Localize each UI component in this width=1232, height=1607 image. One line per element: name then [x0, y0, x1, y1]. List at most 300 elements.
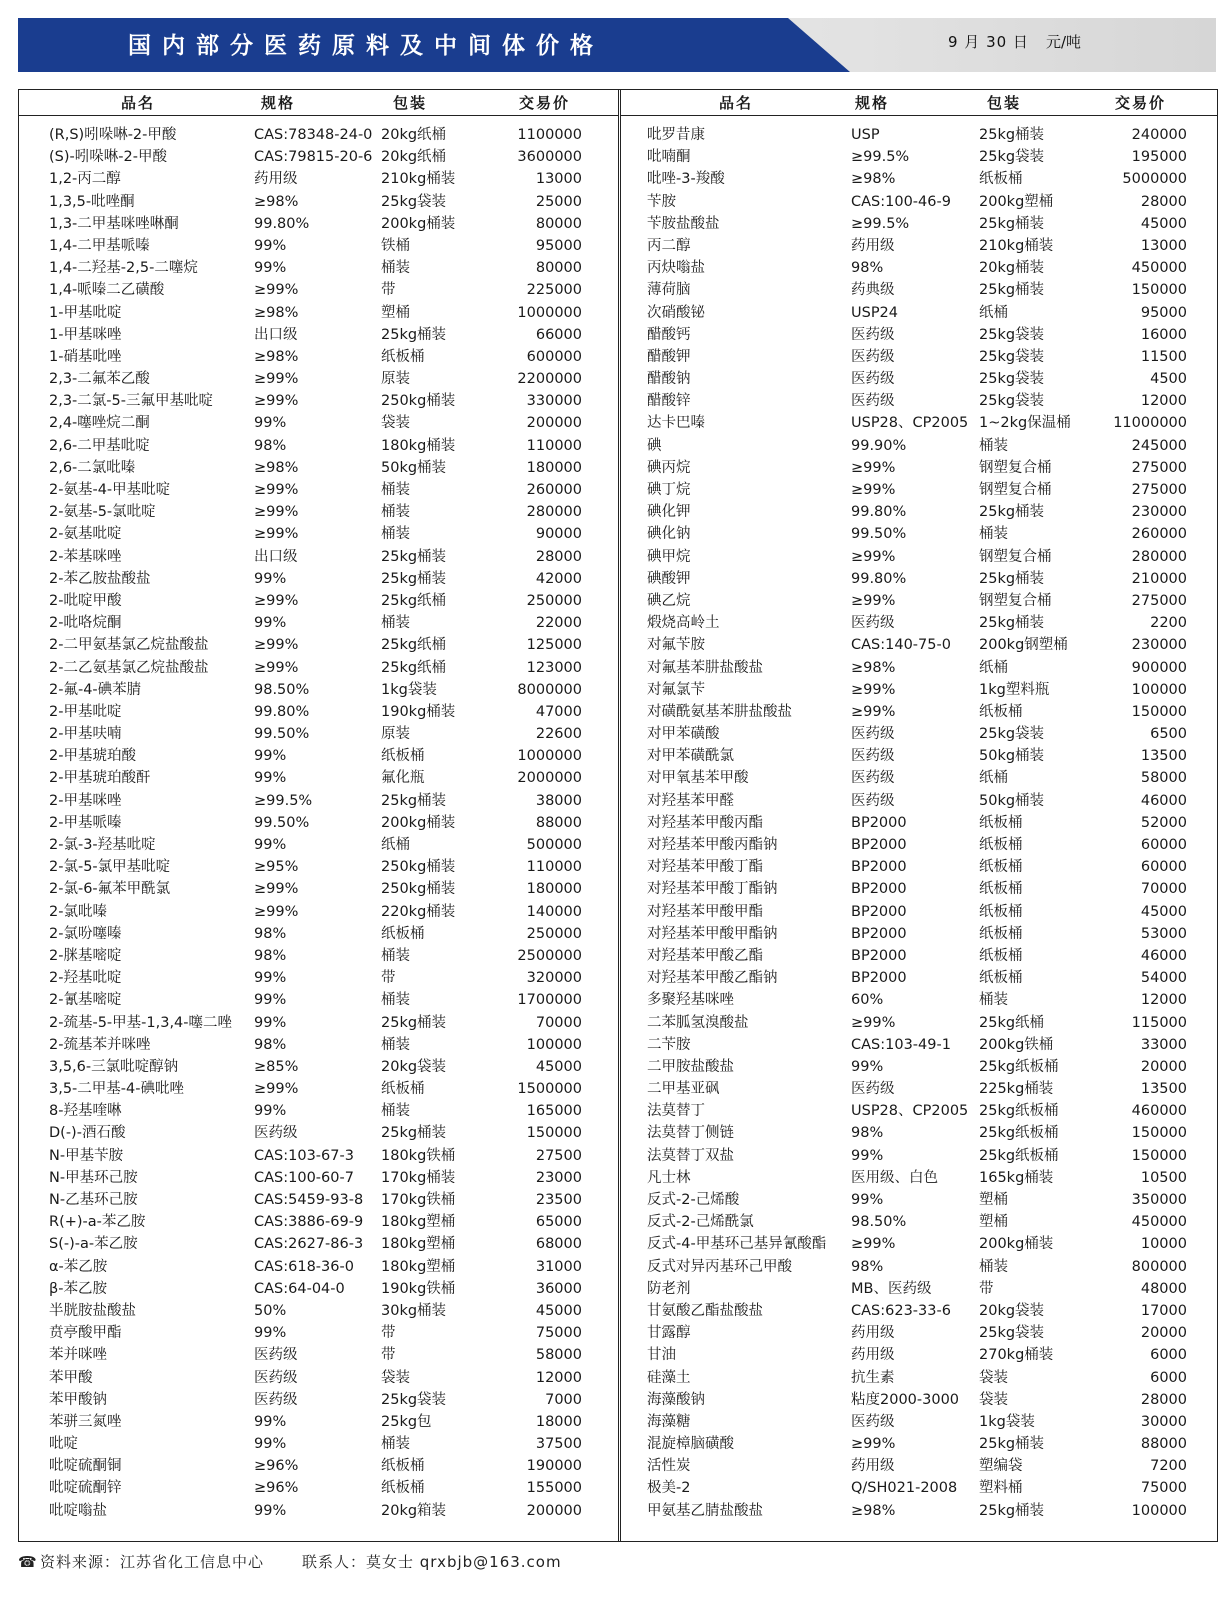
- table-row: [19, 612, 618, 634]
- row-pack: 25kg纸板桶: [979, 1103, 1059, 1120]
- row-pack: 桶装: [381, 1103, 410, 1120]
- row-name: 苯骈三氮唑: [49, 1413, 122, 1430]
- row-spec: ≥98%: [254, 459, 299, 476]
- row-pack: 50kg桶装: [381, 459, 447, 476]
- row-price: 900000: [1131, 659, 1187, 676]
- row-name: 2-氨基-4-甲基吡啶: [49, 482, 171, 498]
- table-row: [621, 1100, 1217, 1122]
- table-row: [621, 1433, 1217, 1455]
- row-spec: CAS:79815-20-6: [254, 149, 373, 166]
- table-row: [621, 390, 1217, 412]
- row-spec: 98%: [254, 437, 287, 454]
- table-row: [19, 457, 618, 479]
- row-name: 1,4-二羟基-2,5-二噻烷: [49, 260, 198, 277]
- row-pack: 25kg桶装: [979, 1502, 1045, 1519]
- row-price: 28000: [535, 548, 582, 565]
- row-spec: ≥99%: [851, 1014, 896, 1031]
- row-spec: 99%: [254, 748, 287, 765]
- table-row: [621, 279, 1217, 301]
- table-row: [621, 568, 1217, 590]
- row-spec: CAS:3886-69-9: [254, 1214, 364, 1231]
- row-pack: 带: [381, 282, 396, 299]
- row-pack: 原装: [381, 371, 410, 388]
- table-row: [621, 634, 1217, 656]
- table-row: [621, 346, 1217, 368]
- row-name: 煅烧高岭土: [647, 615, 720, 632]
- row-spec: CAS:5459-93-8: [254, 1192, 364, 1208]
- row-pack: 210kg桶装: [381, 171, 456, 188]
- row-pack: 1kg袋装: [381, 681, 437, 698]
- row-spec: 医药级: [851, 393, 895, 410]
- table-row: [19, 967, 618, 989]
- row-name: 次硝酸铋: [647, 304, 705, 321]
- row-price: 37500: [535, 1436, 582, 1453]
- row-pack: 25kg袋装: [979, 326, 1045, 343]
- table-row: [621, 1233, 1217, 1255]
- row-price: 13000: [1140, 237, 1187, 254]
- row-spec: ≥99%: [254, 659, 299, 676]
- row-price: 240000: [1131, 127, 1187, 143]
- row-price: 250000: [526, 925, 582, 942]
- row-pack: 25kg桶装: [979, 615, 1045, 632]
- row-spec: ≥99%: [851, 1436, 896, 1453]
- row-name: 法莫替丁侧链: [647, 1125, 734, 1142]
- row-pack: 190kg铁桶: [381, 1280, 456, 1297]
- row-price: 60000: [1140, 859, 1187, 876]
- row-name: 二甲基亚砜: [647, 1081, 720, 1098]
- row-name: N-甲基苄胺: [49, 1147, 124, 1164]
- report-date: 9 月 30 日: [948, 33, 1029, 51]
- row-name: 1,3-二甲基咪唑啉酮: [49, 215, 179, 232]
- row-price: 38000: [535, 792, 582, 809]
- row-spec: ≥99%: [851, 1236, 896, 1253]
- row-pack: 180kg塑桶: [381, 1236, 456, 1253]
- table-row: [621, 302, 1217, 324]
- row-pack: 25kg纸桶: [381, 637, 447, 654]
- row-name: R(+)-a-苯乙胺: [49, 1214, 146, 1231]
- row-spec: 99%: [254, 570, 287, 587]
- row-price: 450000: [1131, 1214, 1187, 1231]
- table-row: [621, 767, 1217, 789]
- table-body-left: [19, 124, 618, 1522]
- table-row: [621, 435, 1217, 457]
- row-spec: 98.50%: [254, 681, 310, 698]
- row-price: 48000: [1140, 1280, 1187, 1297]
- table-row: [19, 1189, 618, 1211]
- row-pack: 塑桶: [979, 1192, 1008, 1208]
- table-row: [19, 124, 618, 146]
- row-name: 苄胺盐酸盐: [647, 215, 720, 232]
- row-spec: CAS:140-75-0: [851, 637, 951, 654]
- row-price: 95000: [1140, 304, 1187, 321]
- row-spec: BP2000: [851, 903, 907, 920]
- row-name: 2-氟-4-碘苯腈: [49, 681, 142, 698]
- row-pack: 25kg袋装: [979, 1325, 1045, 1342]
- table-header-left: [19, 90, 618, 116]
- table-row: [621, 723, 1217, 745]
- row-spec: 99.90%: [851, 437, 907, 454]
- row-price: 42000: [535, 570, 582, 587]
- row-price: 100000: [1131, 681, 1187, 698]
- row-name: 吡罗昔康: [647, 127, 705, 143]
- row-name: 1,4-二甲基哌嗪: [49, 237, 150, 254]
- row-spec: USP24: [851, 304, 899, 321]
- table-row: [621, 1322, 1217, 1344]
- row-name: 二甲胺盐酸盐: [647, 1058, 734, 1075]
- table-row: [19, 1500, 618, 1522]
- row-price: 180000: [526, 881, 582, 898]
- row-name: 对羟基苯甲酸丙酯钠: [647, 837, 778, 853]
- row-price: 150000: [1131, 282, 1187, 299]
- row-name: N-甲基环己胺: [49, 1169, 138, 1186]
- row-price: 500000: [526, 837, 582, 853]
- row-name: 碘甲烷: [647, 548, 691, 565]
- row-name: 醋酸钠: [647, 371, 691, 388]
- table-row: [19, 1322, 618, 1344]
- table-row: [621, 368, 1217, 390]
- table-row: [19, 1344, 618, 1366]
- table-row: [621, 546, 1217, 568]
- row-price: 280000: [1131, 548, 1187, 565]
- table-row: [19, 1278, 618, 1300]
- row-pack: 25kg桶装: [979, 215, 1045, 232]
- row-pack: 带: [381, 1347, 396, 1364]
- row-spec: ≥99%: [851, 548, 896, 565]
- row-spec: ≥99%: [254, 282, 299, 299]
- row-spec: ≥96%: [254, 1458, 299, 1475]
- row-price: 2200: [1150, 615, 1187, 632]
- row-pack: 带: [381, 970, 396, 987]
- row-spec: CAS:2627-86-3: [254, 1236, 364, 1253]
- row-spec: 99%: [254, 1436, 287, 1453]
- row-price: 80000: [535, 260, 582, 277]
- table-row: [621, 124, 1217, 146]
- row-price: 54000: [1140, 970, 1187, 987]
- table-row: [621, 191, 1217, 213]
- col-header-pack: 包装: [987, 94, 1022, 112]
- row-pack: 200kg铁桶: [979, 1036, 1054, 1053]
- row-name: 反式-2-己烯酸: [647, 1192, 740, 1208]
- row-price: 47000: [535, 703, 582, 720]
- row-spec: 药用级: [851, 1458, 895, 1475]
- row-name: 碘丙烷: [647, 459, 691, 476]
- row-spec: 99%: [851, 1192, 884, 1208]
- row-pack: 桶装: [381, 504, 410, 521]
- row-price: 53000: [1140, 925, 1187, 942]
- row-name: 2-巯基-5-甲基-1,3,4-噻二唑: [49, 1014, 233, 1031]
- row-spec: 99%: [851, 1147, 884, 1164]
- row-pack: 桶装: [979, 1258, 1008, 1275]
- table-row: [19, 1034, 618, 1056]
- row-pack: 纸板桶: [979, 837, 1023, 853]
- row-price: 4500: [1150, 371, 1187, 388]
- row-price: 600000: [526, 348, 582, 365]
- row-spec: ≥99%: [254, 482, 299, 498]
- row-pack: 25kg桶装: [381, 548, 447, 565]
- row-spec: 出口级: [254, 548, 298, 565]
- row-spec: CAS:618-36-0: [254, 1258, 354, 1275]
- row-price: 460000: [1131, 1103, 1187, 1120]
- row-price: 22000: [535, 615, 582, 632]
- table-row: [19, 634, 618, 656]
- row-spec: 98.50%: [851, 1214, 907, 1231]
- row-price: 60000: [1140, 837, 1187, 853]
- row-price: 7200: [1150, 1458, 1187, 1475]
- row-spec: 医药级: [851, 792, 895, 809]
- table-row: [621, 901, 1217, 923]
- table-right-half: [620, 90, 1217, 1541]
- row-name: 对甲苯磺酰氯: [647, 748, 734, 765]
- row-pack: 钢塑复合桶: [979, 482, 1052, 498]
- table-row: [621, 1256, 1217, 1278]
- row-pack: 纸板桶: [381, 1081, 425, 1098]
- table-row: [19, 523, 618, 545]
- table-row: [19, 745, 618, 767]
- row-pack: 纸桶: [979, 770, 1008, 787]
- row-spec: ≥98%: [254, 193, 299, 210]
- row-price: 140000: [526, 903, 582, 920]
- row-name: 对羟基苯甲酸甲酯: [647, 903, 763, 920]
- row-price: 230000: [1131, 504, 1187, 521]
- row-price: 20000: [1140, 1325, 1187, 1342]
- row-price: 195000: [1131, 149, 1187, 166]
- row-pack: 20kg纸桶: [381, 127, 447, 143]
- row-spec: 99.50%: [254, 814, 310, 831]
- row-spec: ≥99%: [851, 681, 896, 698]
- row-spec: BP2000: [851, 814, 907, 831]
- table-row: [19, 679, 618, 701]
- row-spec: ≥98%: [254, 348, 299, 365]
- table-row: [19, 923, 618, 945]
- row-spec: 药典级: [851, 282, 895, 299]
- row-pack: 桶装: [381, 1036, 410, 1053]
- row-pack: 25kg袋装: [979, 726, 1045, 743]
- row-price: 150000: [1131, 1147, 1187, 1164]
- row-pack: 20kg纸桶: [381, 149, 447, 166]
- row-name: 甘氨酸乙酯盐酸盐: [647, 1302, 763, 1319]
- row-spec: BP2000: [851, 947, 907, 964]
- row-spec: USP28、CP2005: [851, 1103, 969, 1120]
- row-pack: 纸板桶: [381, 348, 425, 365]
- row-spec: 99%: [254, 770, 287, 787]
- row-spec: 医药级: [851, 748, 895, 765]
- row-name: 2-甲基琥珀酸: [49, 748, 136, 765]
- row-price: 8000000: [517, 681, 582, 698]
- row-pack: 20kg袋装: [381, 1058, 447, 1075]
- row-name: 活性炭: [647, 1458, 691, 1475]
- table-row: [621, 1455, 1217, 1477]
- row-name: 2-脒基嘧啶: [49, 947, 122, 964]
- table-row: [621, 457, 1217, 479]
- row-pack: 220kg桶装: [381, 903, 456, 920]
- row-spec: ≥99.5%: [851, 149, 910, 166]
- table-row: [19, 257, 618, 279]
- row-spec: BP2000: [851, 859, 907, 876]
- row-pack: 纸板桶: [381, 925, 425, 942]
- row-pack: 190kg桶装: [381, 703, 456, 720]
- row-spec: CAS:623-33-6: [851, 1302, 951, 1319]
- row-pack: 纸桶: [381, 837, 410, 853]
- row-price: 6000: [1150, 1369, 1187, 1386]
- table-row: [19, 856, 618, 878]
- table-row: [19, 1477, 618, 1499]
- table-row: [19, 1056, 618, 1078]
- table-row: [19, 412, 618, 434]
- table-row: [19, 435, 618, 457]
- table-row: [621, 657, 1217, 679]
- row-price: 275000: [1131, 482, 1187, 498]
- row-name: 1,2-丙二醇: [49, 171, 121, 188]
- table-row: [621, 412, 1217, 434]
- row-price: 10500: [1140, 1169, 1187, 1186]
- row-price: 1500000: [517, 1081, 582, 1098]
- row-spec: BP2000: [851, 925, 907, 942]
- row-price: 155000: [526, 1480, 582, 1497]
- row-spec: 医药级: [851, 348, 895, 365]
- row-spec: 医药级: [851, 326, 895, 343]
- row-price: 11000000: [1113, 415, 1187, 432]
- row-price: 260000: [1131, 526, 1187, 543]
- row-name: 1-硝基吡唑: [49, 348, 122, 365]
- table-row: [19, 501, 618, 523]
- row-pack: 纸板桶: [979, 881, 1023, 898]
- row-name: 2-苯乙胺盐酸盐: [49, 570, 151, 587]
- row-price: 280000: [526, 504, 582, 521]
- row-spec: 99%: [254, 615, 287, 632]
- row-spec: 医药级: [254, 1347, 298, 1364]
- row-spec: ≥98%: [851, 171, 896, 188]
- row-pack: 桶装: [979, 526, 1008, 543]
- table-row: [621, 1411, 1217, 1433]
- row-price: 70000: [1140, 881, 1187, 898]
- row-name: β-苯乙胺: [49, 1280, 107, 1297]
- row-spec: CAS:103-67-3: [254, 1147, 354, 1164]
- row-name: 贲亭酸甲酯: [49, 1325, 122, 1342]
- row-name: 薄荷脑: [647, 282, 691, 299]
- table-row: [19, 479, 618, 501]
- row-name: 吡啶嗡盐: [49, 1502, 107, 1519]
- row-spec: 99%: [254, 1413, 287, 1430]
- row-pack: 纸板桶: [979, 925, 1023, 942]
- row-name: 1,3,5-吡唑酮: [49, 193, 135, 210]
- row-price: 75000: [1140, 1480, 1187, 1497]
- row-pack: 25kg纸桶: [381, 592, 447, 609]
- row-price: 28000: [1140, 193, 1187, 210]
- row-name: 对羟基苯甲醛: [647, 792, 734, 809]
- row-pack: 原装: [381, 726, 410, 743]
- row-spec: ≥99%: [254, 637, 299, 654]
- row-pack: 塑编袋: [979, 1458, 1023, 1475]
- row-spec: 98%: [254, 925, 287, 942]
- row-name: 法莫替丁双盐: [647, 1147, 734, 1164]
- row-pack: 塑桶: [979, 1214, 1008, 1231]
- row-name: 反式-2-己烯酰氯: [647, 1214, 754, 1231]
- row-pack: 25kg桶装: [381, 1125, 447, 1142]
- row-price: 110000: [526, 859, 582, 876]
- row-price: 45000: [535, 1058, 582, 1075]
- row-pack: 20kg箱装: [381, 1502, 447, 1519]
- row-name: D(-)-酒石酸: [49, 1125, 126, 1142]
- row-price: 165000: [526, 1103, 582, 1120]
- table-row: [19, 812, 618, 834]
- row-spec: ≥99%: [851, 703, 896, 720]
- row-price: 6000: [1150, 1347, 1187, 1364]
- table-row: [621, 1211, 1217, 1233]
- table-row: [621, 1500, 1217, 1522]
- row-spec: 药用级: [254, 171, 298, 188]
- row-spec: 医药级: [851, 615, 895, 632]
- row-price: 11500: [1140, 348, 1187, 365]
- row-spec: 99%: [254, 1502, 287, 1519]
- phone-icon: ☎: [18, 1553, 38, 1571]
- row-pack: 250kg桶装: [381, 881, 456, 898]
- row-name: 对磺酰氨基苯肼盐酸盐: [647, 703, 792, 720]
- row-spec: 99%: [254, 1103, 287, 1120]
- row-price: 190000: [526, 1458, 582, 1475]
- col-header-name: 品名: [121, 94, 156, 112]
- row-spec: 99%: [851, 1058, 884, 1075]
- row-price: 90000: [535, 526, 582, 543]
- table-row: [19, 1145, 618, 1167]
- table-row: [621, 701, 1217, 723]
- row-pack: 170kg桶装: [381, 1169, 456, 1186]
- table-row: [621, 945, 1217, 967]
- row-spec: CAS:100-46-9: [851, 193, 951, 210]
- table-row: [19, 767, 618, 789]
- source-text: 资料来源：江苏省化工信息中心: [40, 1553, 265, 1571]
- row-price: 88000: [1140, 1436, 1187, 1453]
- row-name: 2-吡咯烷酮: [49, 615, 122, 632]
- row-name: 碘化钾: [647, 504, 691, 521]
- table-row: [621, 612, 1217, 634]
- row-name: 丙二醇: [647, 237, 691, 254]
- table-row: [621, 1056, 1217, 1078]
- row-pack: 210kg桶装: [979, 237, 1054, 254]
- row-spec: ≥99%: [254, 504, 299, 521]
- row-pack: 180kg塑桶: [381, 1214, 456, 1231]
- row-pack: 200kg桶装: [979, 1236, 1054, 1253]
- row-price: 110000: [526, 437, 582, 454]
- row-pack: 氟化瓶: [381, 770, 425, 787]
- row-pack: 桶装: [979, 437, 1008, 454]
- row-name: 2-二乙氨基氯乙烷盐酸盐: [49, 659, 209, 676]
- row-price: 275000: [1131, 459, 1187, 476]
- col-header-pack: 包装: [393, 94, 428, 112]
- row-pack: 钢塑复合桶: [979, 592, 1052, 609]
- table-row: [19, 878, 618, 900]
- row-spec: 99.50%: [851, 526, 907, 543]
- row-name: 凡士林: [647, 1169, 691, 1186]
- row-pack: 25kg袋装: [381, 193, 447, 210]
- row-price: 20000: [1140, 1058, 1187, 1075]
- row-spec: ≥98%: [254, 304, 299, 321]
- row-pack: 纸板桶: [979, 903, 1023, 920]
- table-row: [621, 146, 1217, 168]
- row-pack: 30kg桶装: [381, 1302, 447, 1319]
- row-price: 3600000: [517, 149, 582, 166]
- row-price: 23000: [535, 1169, 582, 1186]
- row-price: 5000000: [1122, 171, 1187, 188]
- row-spec: 药用级: [851, 237, 895, 254]
- row-name: 醋酸锌: [647, 393, 691, 410]
- row-pack: 170kg铁桶: [381, 1192, 456, 1208]
- row-price: 200000: [526, 415, 582, 432]
- row-pack: 纸板桶: [979, 859, 1023, 876]
- table-row: [621, 1145, 1217, 1167]
- row-spec: MB、医药级: [851, 1280, 932, 1297]
- row-spec: ≥99%: [254, 1081, 299, 1098]
- row-pack: 25kg纸板桶: [979, 1058, 1059, 1075]
